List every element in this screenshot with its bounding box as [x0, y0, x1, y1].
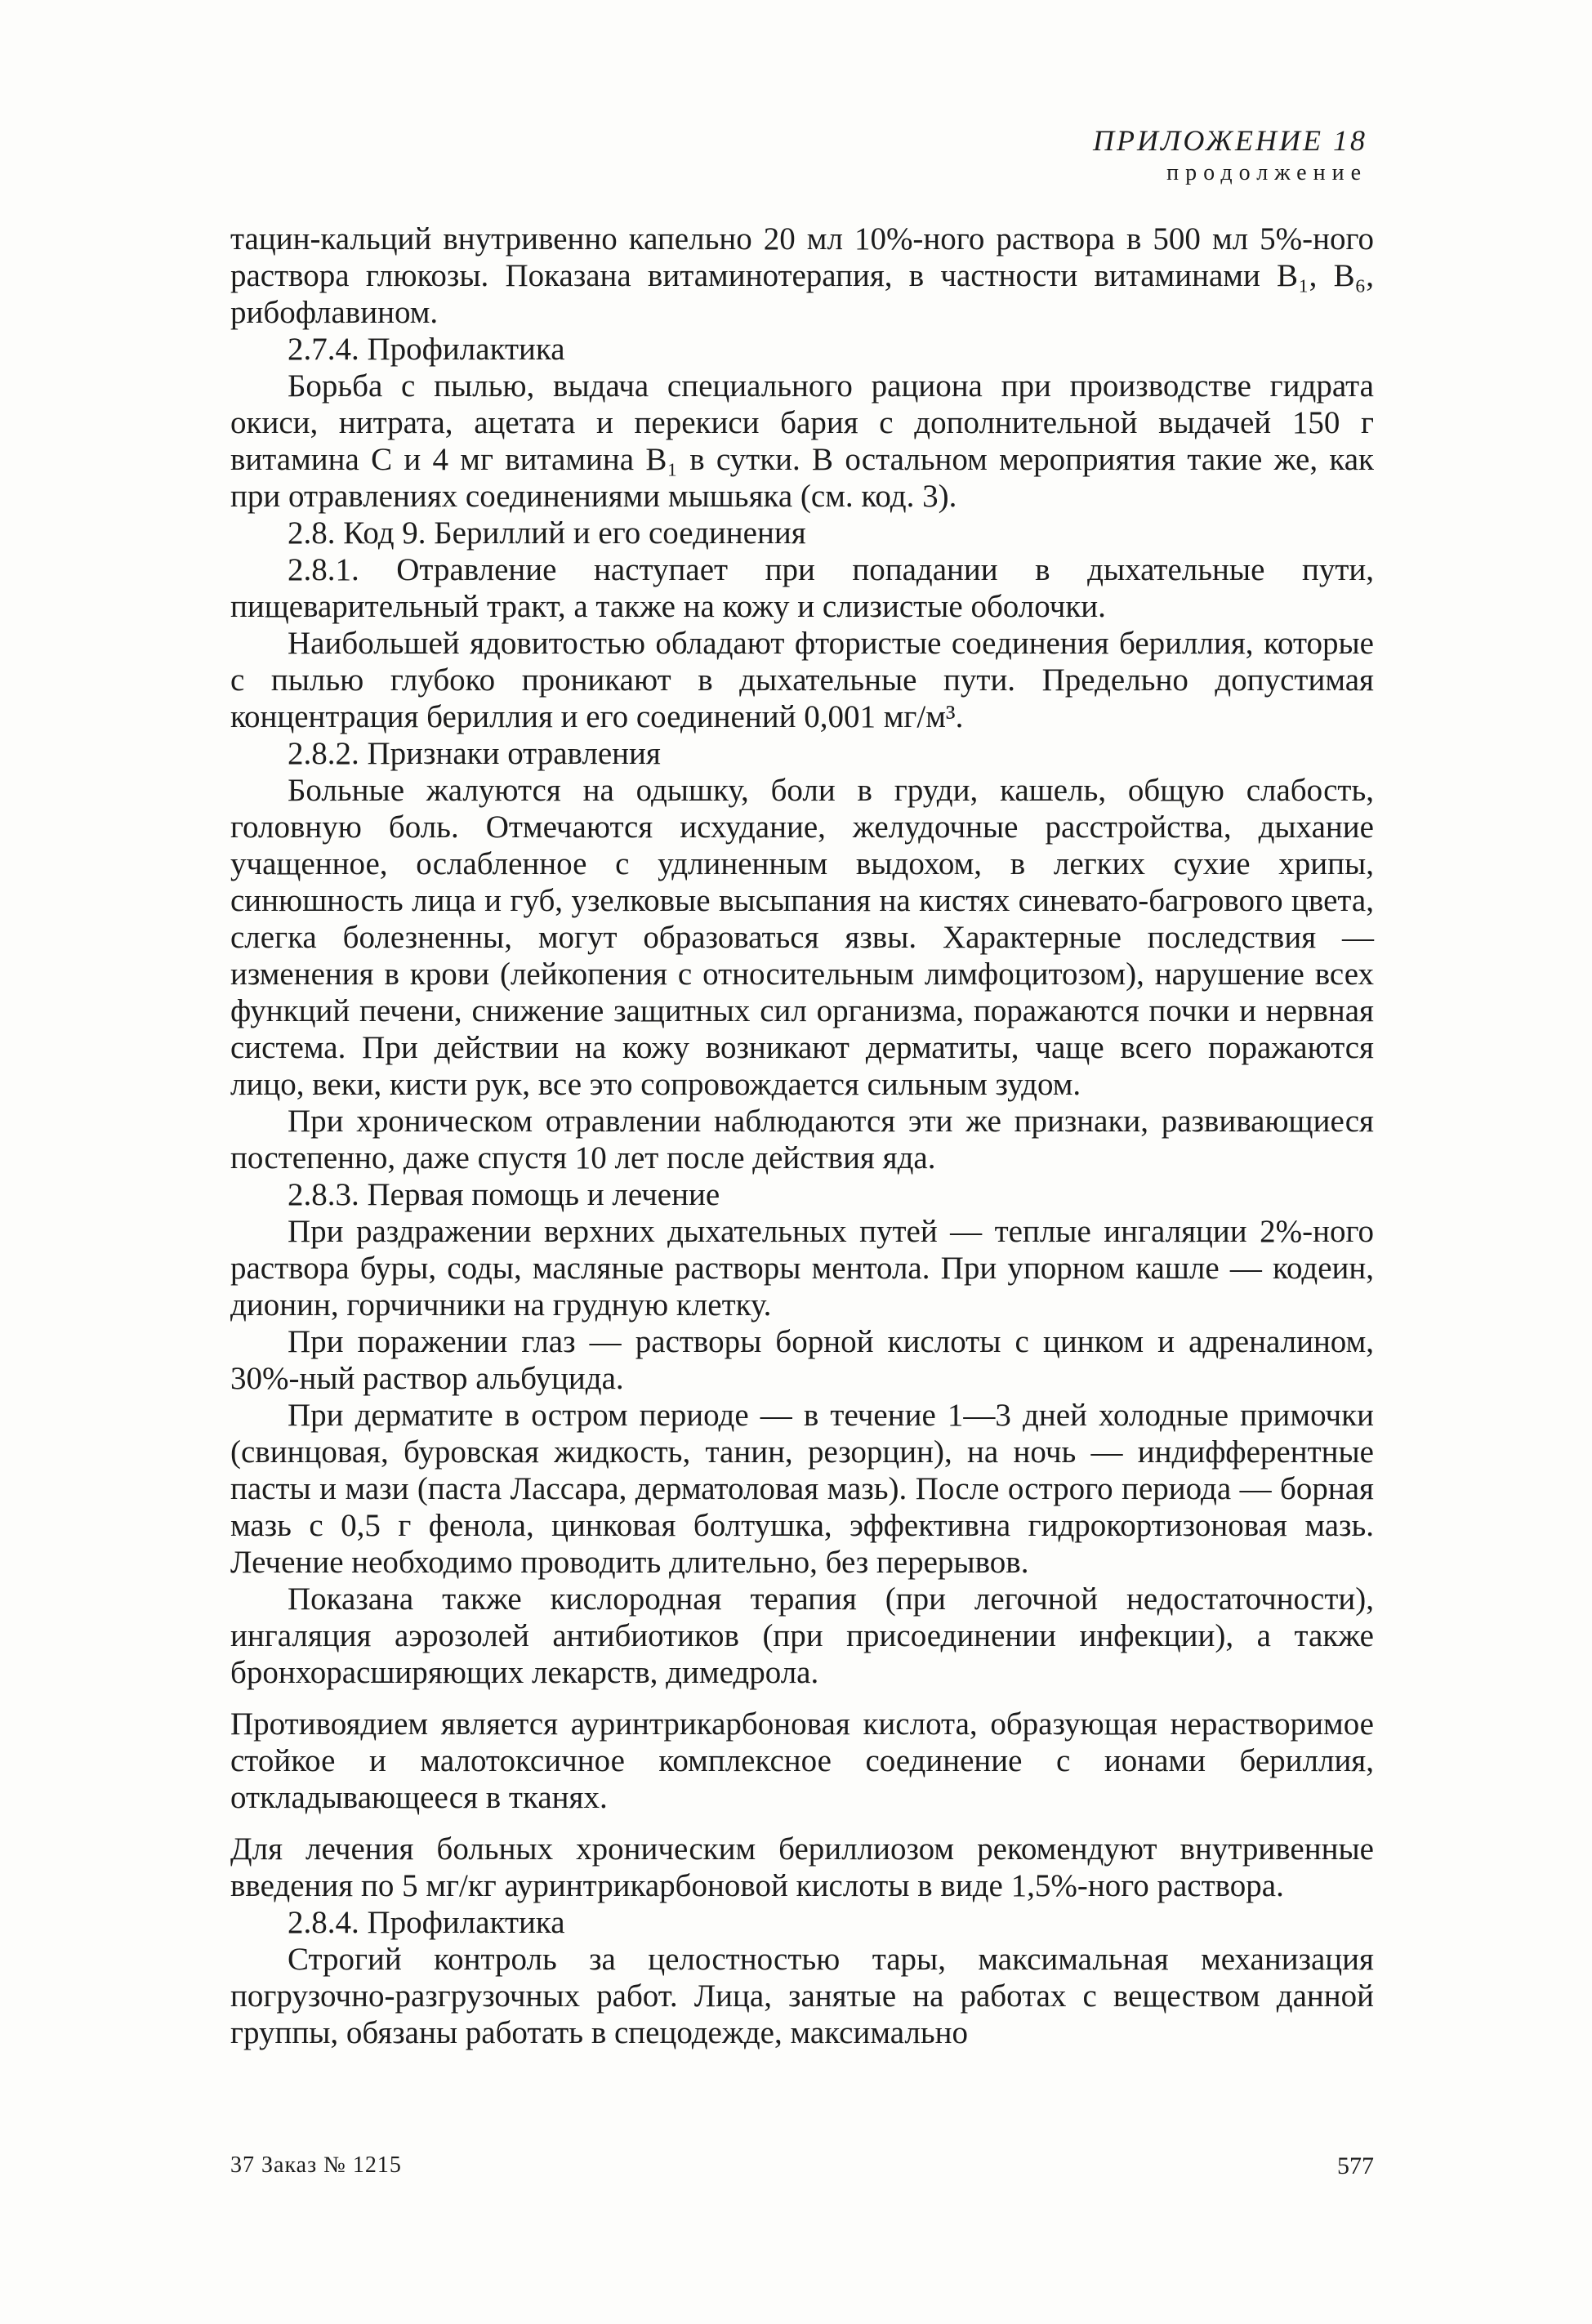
- paragraph-prevention-beryllium: Строгий контроль за целостностью тары, максимальная механизация погрузочно-разгрузочных работ. Лица, занятые на работах с веществом данной группы, обязаны работать в спецодежде, максимально: [230, 1942, 1374, 2050]
- paragraph-eyes: При поражении глаз — растворы борной кислоты с цинком и адреналином, 30%-ный раствор альбуцида.: [230, 1324, 1374, 1396]
- body-text: [230, 221, 1374, 2051]
- paragraph-chronic: При хроническом отравлении наблюдаются эти же признаки, развивающиеся постепенно, даже спустя 10 лет после действия яда.: [230, 1104, 1374, 1175]
- section-heading-2-8-2: 2.8.2. Признаки отравления: [288, 736, 661, 771]
- section-heading-2-8-4: 2.8.4. Профилактика: [288, 1905, 565, 1940]
- page-header: [1093, 123, 1367, 188]
- appendix-title: ПРИЛОЖЕНИЕ 18: [1093, 124, 1367, 157]
- paragraph-oxygen-therapy: Показана также кислородная терапия (при легочной недостаточности), ингаляция аэрозолей антибиотиков (при присоединении инфекции), а также бронхорасширяющих лекарств, димедрола.: [230, 1581, 1374, 1690]
- section-heading-2-7-4: 2.7.4. Профилактика: [288, 332, 565, 367]
- paragraph-toxicity: Наибольшей ядовитостью обладают фтористые соединения бериллия, которые с пылью глубоко проникают в дыхательные пути. Предельно допустимая концентрация бериллия и его соединений 0,001 мг/м³.: [230, 626, 1374, 734]
- paragraph-symptoms: Больные жалуются на одышку, боли в груди, кашель, общую слабость, головную боль. Отмечаются исхудание, желудочные расстройства, дыхание учащенное, ослабленное с удлиненным выдохом, в легких сухие хрипы, синюшность лица и губ, узелковые высыпания на кистях синевато-багрового цвета, слегка болезненны, могут образоваться язвы. Характерные последствия — изменения в крови (лейкопения с относительным лимфоцитозом), нарушение всех функций печени, снижение защитных сил организма, поражаются почки и нервная система. При действии на кожу возникают дерматиты, чаще всего поражаются лицо, веки, кисти рук, все это сопровождается сильным зудом.: [230, 773, 1374, 1102]
- printer-signature: 37 Заказ № 1215: [230, 2152, 402, 2178]
- paragraph-chronic-treatment: Для лечения больных хроническим бериллиозом рекомендуют внутривенные введения по 5 мг/кг ауринтрикарбоновой кислоты в виде 1,5%-ного раствора.: [230, 1831, 1374, 1903]
- section-heading-2-8: 2.8. Код 9. Бериллий и его соединения: [288, 515, 806, 551]
- paragraph-respiratory: При раздражении верхних дыхательных путей — теплые ингаляции 2%-ного раствора буры, соды, масляные растворы ментола. При упорном кашле — кодеин, дионин, горчичники на грудную клетку.: [230, 1214, 1374, 1323]
- paragraph-2-8-1: 2.8.1. Отравление наступает при попадании в дыхательные пути, пищеварительный тракт, а также на кожу и слизистые оболочки.: [230, 552, 1374, 624]
- continuation-label: продолжение: [1166, 160, 1367, 185]
- paragraph-continued: тацин-кальций внутривенно капельно 20 мл 10%-ного раствора в 500 мл 5%-ного раствора глюкозы. Показана витаминотерапия, в частности витаминами B₁, B₆, рибофлавином.: [230, 221, 1374, 330]
- paragraph-antidote: Противоядием является ауринтрикарбоновая кислота, образующая нерастворимое стойкое и малотоксичное комплексное соединение с ионами бериллия, откладывающееся в тканях.: [230, 1706, 1374, 1815]
- paragraph-dermatitis: При дерматите в остром периоде — в течение 1—3 дней холодные примочки (свинцовая, буровская жидкость, танин, резорцин), на ночь — индифферентные пасты и мази (паста Лассара, дерматоловая мазь). После острого периода — борная мазь с 0,5 г фенола, цинковая болтушка, эффективна гидрокортизоновая мазь. Лечение необходимо проводить длительно, без перерывов.: [230, 1398, 1374, 1580]
- paragraph-prevention-barium: Борьба с пылью, выдача специального рациона при производстве гидрата окиси, нитрата, ацетата и перекиси бария с дополнительной выдачей 150 г витамина С и 4 мг витамина B₁ в сутки. В остальном мероприятия такие же, как при отравлениях соединениями мышьяка (см. код. 3).: [230, 368, 1374, 514]
- page-footer: [230, 2152, 1374, 2185]
- section-heading-2-8-3: 2.8.3. Первая помощь и лечение: [288, 1177, 720, 1212]
- page-number: 577: [1337, 2152, 1374, 2179]
